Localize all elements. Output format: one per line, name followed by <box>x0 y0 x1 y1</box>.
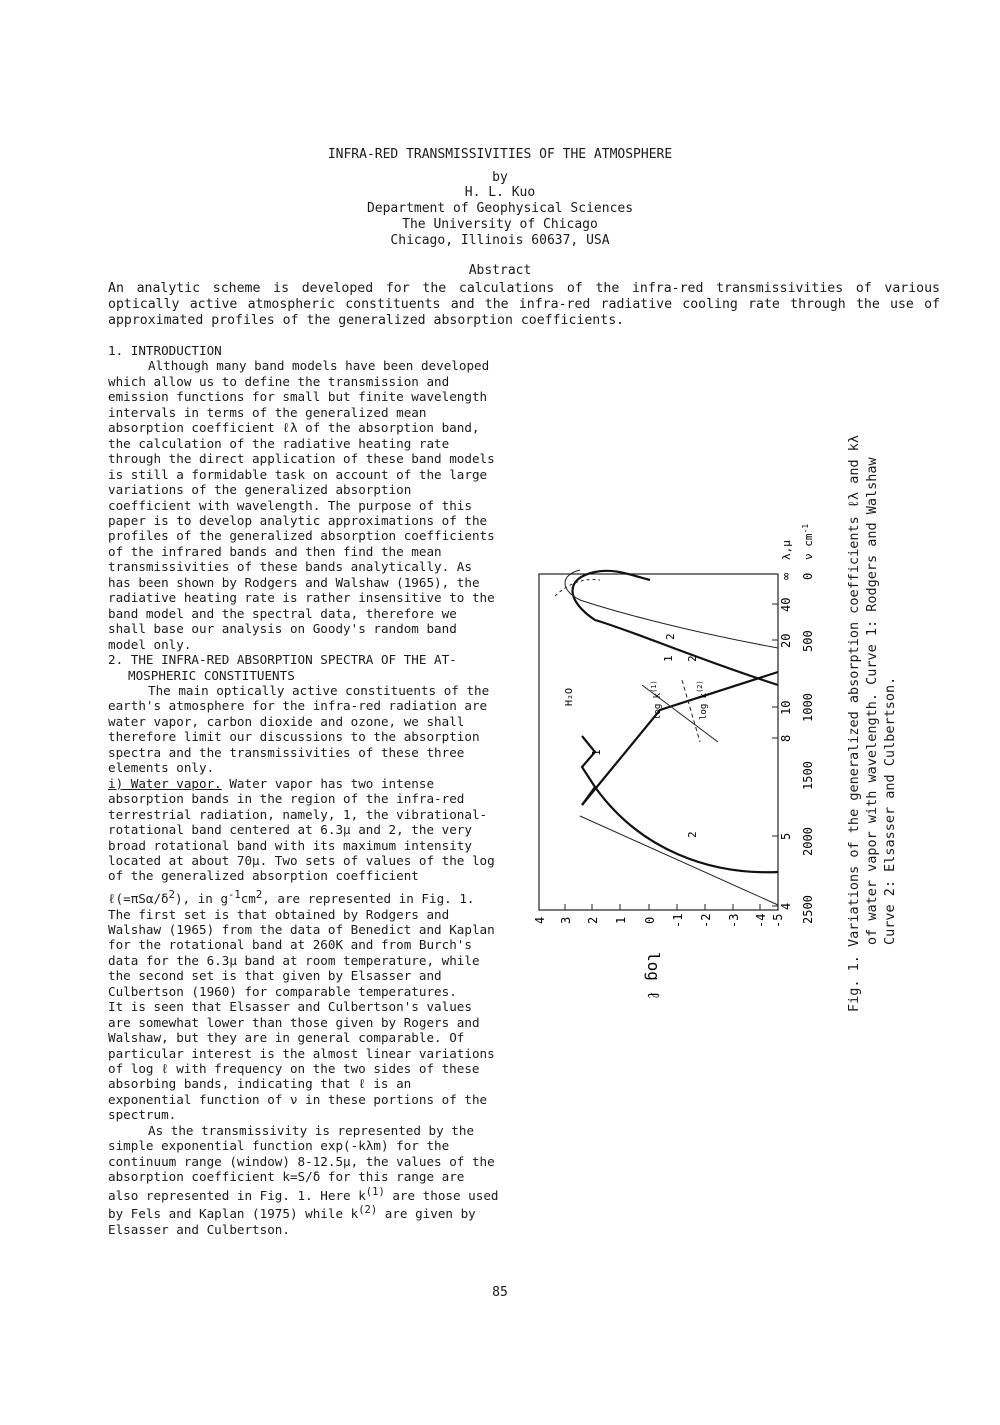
body-column <box>108 343 500 1237</box>
log-k2-text: log k <box>699 692 709 720</box>
x-tick-label: 4 <box>533 916 547 924</box>
x-tick-label: -4 <box>754 913 768 928</box>
x-axis-label: log ℓ <box>644 952 663 1001</box>
curve-label-1-upper: 1 <box>662 655 675 662</box>
x-tick-label: -5 <box>771 913 785 928</box>
nu-header-sup: -1 <box>801 523 810 534</box>
abstract-heading: Abstract <box>468 263 532 278</box>
author-address: Chicago, Illinois 60637, USA <box>390 233 610 248</box>
page-number: 85 <box>492 1285 508 1300</box>
lambda-tick-label: 4 <box>779 902 793 910</box>
nu-tick-label: 2500 <box>801 895 815 924</box>
log-k1-sup: (1) <box>650 680 658 693</box>
section-2-heading-cont: MOSPHERIC CONSTITUENTS <box>128 667 295 683</box>
paper-title: INFRA-RED TRANSMISSIVITIES OF THE ATMOSPHERE <box>327 147 673 162</box>
text-sup: (1) <box>365 1185 385 1198</box>
lambda-tick-label: 20 <box>779 633 793 648</box>
x-tick-labels <box>533 914 785 928</box>
nu-tick-label: 500 <box>801 630 815 652</box>
formula-sup: 2 <box>255 888 263 901</box>
x-tick-label: 2 <box>586 916 600 924</box>
x-tick-label: 1 <box>614 916 628 924</box>
author-department: Department of Geophysical Sciences <box>366 201 634 216</box>
formula-line <box>108 888 500 907</box>
log-k1-text: log k <box>653 692 663 720</box>
curve-label-2-upper: 2 <box>686 655 699 662</box>
water-vapor-paragraph <box>108 776 500 884</box>
water-vapor-text-2: The first set is that obtained by Rodgers and Walshaw (1965) from the data of Benedict and Kaplan for the rotational band at 260K and from Burch's data for the 6.3μ band at room temperature, while the second set is that given by Elsasser and Culbertson (1960) for comparable temperatures. <box>108 906 495 999</box>
text-part: As the transmissivity is represented by the simple exponential function exp(-kλm) for the continuum range (window) 8-12.5μ, the values of the absorption coefficient k=S/δ for this range are also represented in Fig. 1. Here k <box>108 1122 495 1203</box>
x-tick-label: 3 <box>559 916 573 924</box>
lambda-tick-label: 10 <box>779 700 793 715</box>
formula-part: , are represented in Fig. 1. <box>262 891 475 907</box>
formula-part: ), in g <box>174 891 229 907</box>
figure-caption-line-2: of water vapor with wavelength. Curve 1: Rodgers and Walshaw <box>864 457 880 945</box>
text-sup: (2) <box>358 1204 378 1217</box>
h2o-label: H₂O <box>564 687 575 706</box>
water-vapor-text-3: It is seen that Elsasser and Culbertson's values are somewhat lower than those given by Rogers and Walshaw, but they are in general comparable. Of particular interest is the almost linear variations of log ℓ with frequency on the two sides of these absorbing bands, indicating that ℓ is an exponential function of ν in these portions of the spectrum. <box>108 999 495 1123</box>
section-2-heading: 2. THE INFRA-RED ABSORPTION SPECTRA OF THE AT- <box>108 652 457 668</box>
water-vapor-text: Water vapor has two intense absorption bands in the region of the infra-red terrestrial radiation, namely, 1, the vibrational-rotational band centered at 6.3μ and 2, the very broad rotational band with its maximum intensity located at about 70μ. Two sets of values of the log of the generalized absorption coefficient <box>108 775 495 884</box>
nu-tick-label: 1500 <box>801 761 815 790</box>
author-university: The University of Chicago <box>402 217 598 232</box>
nu-header <box>801 524 815 560</box>
section-1-paragraph: Although many band models have been developed which allow us to define the transmission and emission functions for small but finite wavelength intervals in terms of the generalized mean absorption coefficient ℓλ of the absorption band, the calculation of the radiative heating rate through the direct application of these band models is still a formidable task on account of the large variations of the generalized absorption coefficient with wavelength. The purpose of this paper is to develop analytic approximations of the profiles of the generalized absorption coefficients of the infrared bands and then find the mean transmissivities of these bands analytically. As has been shown by Rodgers and Walshaw (1965), the radiative heating rate is rather insensitive to the band model and the spectral data, therefore we shall base our analysis on Goody's random band model only. <box>108 358 495 652</box>
lambda-tick-label: ∞ <box>779 572 793 580</box>
figure-1 <box>520 520 830 1001</box>
figure-caption-line-1: Fig. 1. Variations of the generalized absorption coefficients ℓλ and kλ <box>846 434 862 1012</box>
curve-label-1-mid: 1 <box>590 749 603 756</box>
x-tick-label: -3 <box>727 913 741 928</box>
nu-tick-label: 2000 <box>801 827 815 856</box>
figure-caption-line-3: Curve 2: Elsasser and Culbertson. <box>882 676 898 945</box>
text-part: are given by Elsasser and Culbertson. <box>108 1206 476 1237</box>
author-name: H. L. Kuo <box>464 185 536 200</box>
nu-tick-label: 0 <box>801 572 815 580</box>
wavenumber-scale <box>801 573 815 924</box>
text-part: are those used by Fels and Kaplan (1975) while k <box>108 1187 499 1222</box>
lambda-header: λ,μ <box>780 540 793 560</box>
nu-header-text: ν cm <box>802 533 815 560</box>
wavelength-scale <box>779 573 793 910</box>
lambda-tick-label: 40 <box>779 597 793 612</box>
x-tick-marks <box>539 904 760 910</box>
water-vapor-label: i) Water vapor. <box>108 775 222 791</box>
formula-sup: -1 <box>228 888 241 901</box>
section-1-heading: 1. INTRODUCTION <box>108 343 222 358</box>
lambda-tick-label: 5 <box>779 832 793 840</box>
x-tick-label: -1 <box>671 913 685 928</box>
log-k1-label <box>650 680 663 720</box>
abstract-text: An analytic scheme is developed for the calculations of the infra-red transmissivities of various optically active atmospheric constituents and the infra-red radiative cooling rate through the use of approximated profiles of the generalized absorption coefficients. <box>108 281 940 328</box>
curve-label-2-lower: 2 <box>686 831 699 838</box>
x-tick-label: -2 <box>699 913 713 928</box>
curve-label-2-right: 2 <box>664 633 677 640</box>
y-tick-marks <box>772 574 778 906</box>
formula-part: cm <box>240 891 256 907</box>
formula-part: ℓ(=πSα/δ <box>108 891 169 907</box>
curve-2-elsasser-culbertson <box>555 570 778 905</box>
log-k2-label <box>696 680 709 720</box>
log-k2-sup: (2) <box>696 680 704 693</box>
water-vapor-paragraph-2 <box>108 1123 500 1238</box>
lambda-tick-label: 8 <box>779 734 793 742</box>
x-tick-label: 0 <box>643 916 657 924</box>
formula-sup: 2 <box>168 888 175 901</box>
plot-frame <box>539 574 778 910</box>
by-line: by <box>492 170 508 185</box>
nu-tick-label: 1000 <box>801 693 815 722</box>
section-2-paragraph: The main optically active constituents of the earth's atmosphere for the infra-red radiation are water vapor, carbon dioxide and ozone, we shall therefore limit our discussions to the absorption spectra and the transmissivities of these three elements only. <box>108 682 490 776</box>
